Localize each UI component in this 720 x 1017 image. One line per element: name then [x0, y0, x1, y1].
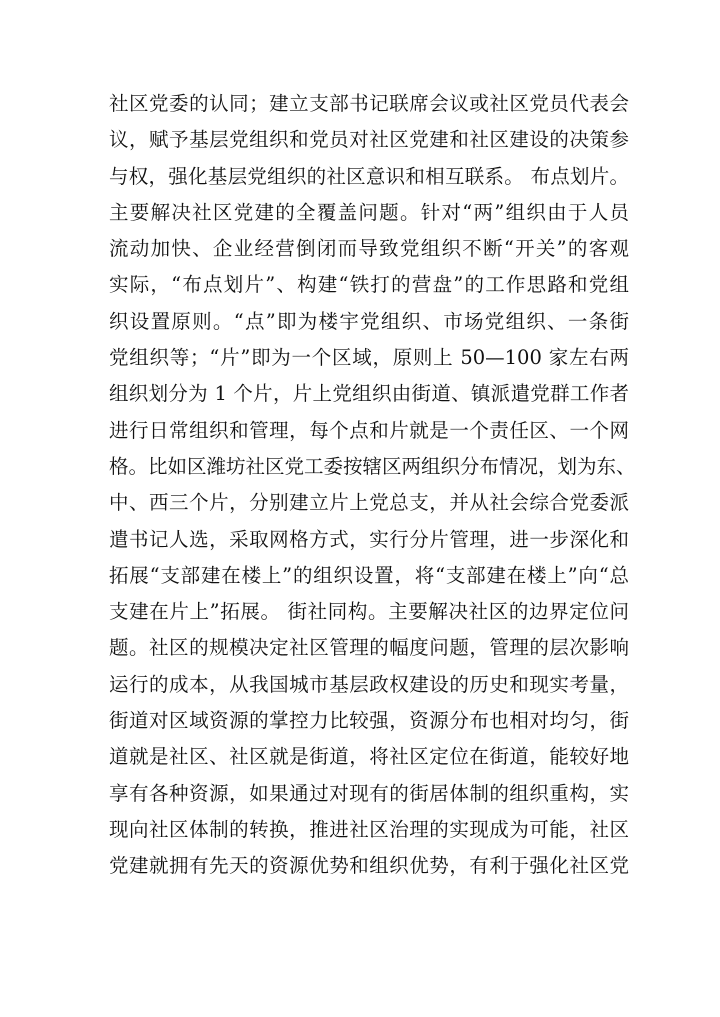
text-line: 织设置原则。“点”即为楼宇党组织、市场党组织、一条街: [109, 309, 629, 333]
body-text: [109, 86, 636, 885]
text-line: 现向社区体制的转换，推进社区治理的实现成为可能，社区: [109, 817, 629, 841]
text-line: 享有各种资源，如果通过对现有的街居体制的组织重构，实: [109, 781, 629, 805]
text-line: 社区党委的认同；建立支部书记联席会议或社区党员代表会: [109, 92, 629, 115]
text-line: 题。社区的规模决定社区管理的幅度问题，管理的层次影响: [109, 636, 629, 660]
text-line: 与权，强化基层党组织的社区意识和相互联系。 布点划片。: [109, 164, 629, 188]
text-line: 道就是社区、社区就是街道，将社区定位在街道，能较好地: [109, 745, 629, 769]
text-line: 主要解决社区党建的全覆盖问题。针对“两”组织由于人员: [109, 200, 629, 224]
text-line: 拓展“支部建在楼上”的组织设置，将“支部建在楼上”向“总: [109, 563, 629, 587]
text-line: 流动加快、企业经营倒闭而导致党组织不断“开关”的客观: [109, 237, 629, 261]
text-line: 实际，“布点划片”、构建“铁打的营盘”的工作思路和党组: [109, 273, 629, 297]
text-line: 运行的成本，从我国城市基层政权建设的历史和现实考量，: [109, 672, 629, 696]
text-line: 格。比如区潍坊社区党工委按辖区两组织分布情况，划为东、: [109, 454, 636, 478]
text-line: 组织划分为 1 个片，片上党组织由街道、镇派遣党群工作者: [109, 382, 629, 406]
text-line: 中、西三个片，分别建立片上党总支，并从社会综合党委派: [109, 491, 629, 515]
text-line: 街道对区域资源的掌控力比较强，资源分布也相对均匀，街: [109, 709, 629, 733]
text-line: 议，赋予基层党组织和党员对社区党建和社区建设的决策参: [109, 128, 629, 152]
text-line: 遣书记人选，采取网格方式，实行分片管理，进一步深化和: [109, 527, 629, 551]
text-line: 进行日常组织和管理，每个点和片就是一个责任区、一个网: [109, 418, 629, 442]
text-line: 党建就拥有先天的资源优势和组织优势，有利于强化社区党: [109, 854, 629, 878]
text-line: 党组织等；“片”即为一个区域，原则上 50—100 家左右两: [109, 346, 629, 370]
text-line: 支建在片上”拓展。 街社同构。主要解决社区的边界定位问: [109, 600, 629, 624]
